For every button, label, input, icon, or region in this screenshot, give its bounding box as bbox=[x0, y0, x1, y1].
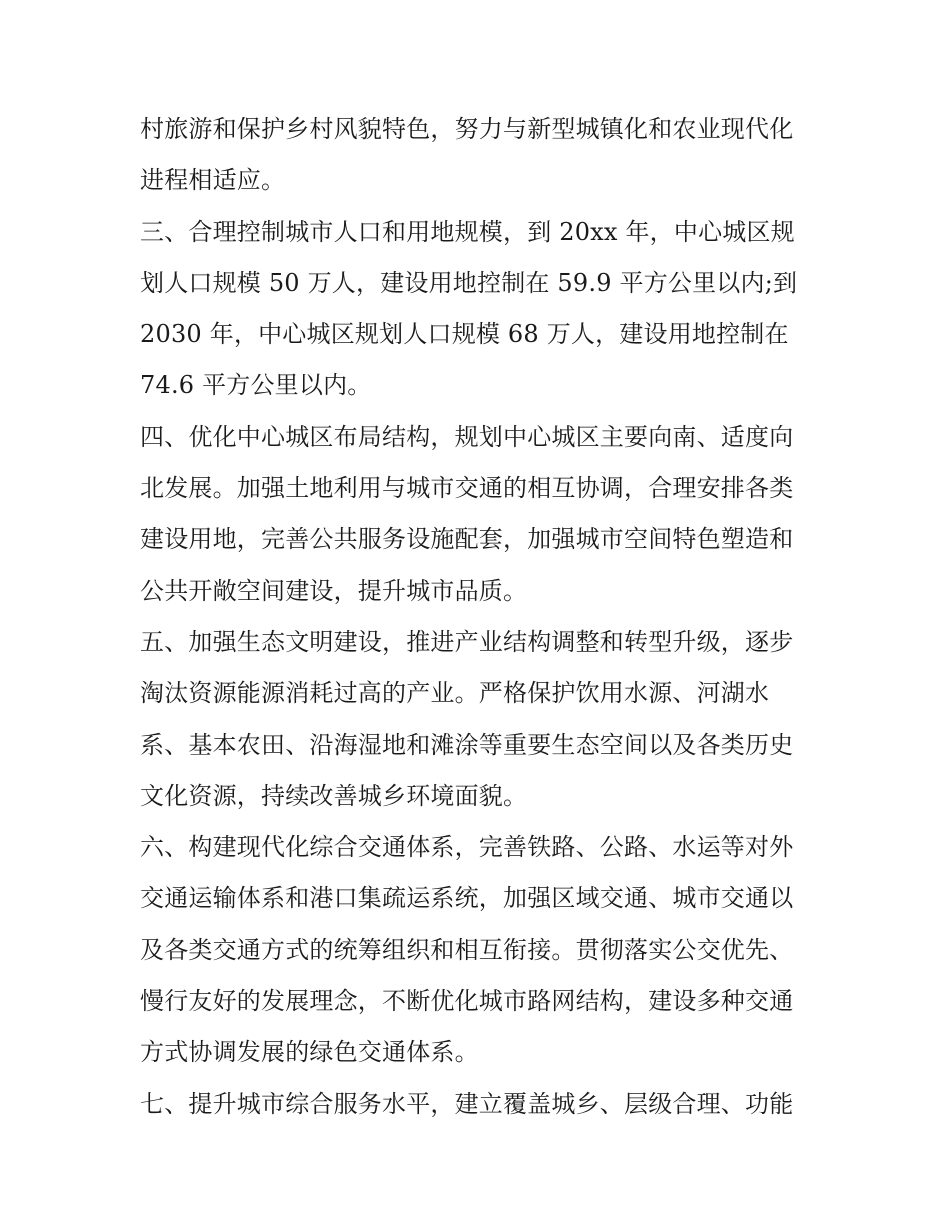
text-line: 建设用地，完善公共服务设施配套，加强城市空间特色塑造和 bbox=[140, 525, 794, 554]
text-line: 六、构建现代化综合交通体系，完善铁路、公路、水运等对外 bbox=[140, 833, 794, 862]
text-line: 交通运输体系和港口集疏运系统，加强区域交通、城市交通以 bbox=[140, 884, 794, 913]
text-line: 三、合理控制城市人口和用地规模，到 20xx 年，中心城区规 bbox=[140, 217, 795, 246]
text-line: 村旅游和保护乡村风貌特色，努力与新型城镇化和农业现代化 bbox=[140, 115, 794, 143]
text-line: 划人口规模 50 万人，建设用地控制在 59.9 平方公里以内;到 bbox=[140, 268, 798, 297]
text-line: 2030 年，中心城区规划人口规模 68 万人，建设用地控制在 bbox=[140, 320, 789, 349]
text-line: 及各类交通方式的统筹组织和相互衔接。贯彻落实公交优先、 bbox=[140, 935, 794, 964]
text-line: 方式协调发展的绿色交通体系。 bbox=[140, 1038, 479, 1067]
text-line: 公共开敞空间建设，提升城市品质。 bbox=[140, 576, 528, 605]
text-line: 慢行友好的发展理念，不断优化城市路网结构，建设多种交通 bbox=[140, 987, 794, 1016]
text-line: 文化资源，持续改善城乡环境面貌。 bbox=[140, 781, 528, 810]
text-line: 进程相适应。 bbox=[140, 166, 286, 195]
text-line: 淘汰资源能源消耗过高的产业。严格保护饮用水源、河湖水 bbox=[140, 679, 770, 708]
text-line: 系、基本农田、沿海湿地和滩涂等重要生态空间以及各类历史 bbox=[140, 730, 794, 759]
text-line: 74.6 平方公里以内。 bbox=[140, 371, 372, 400]
text-line: 北发展。加强土地利用与城市交通的相互协调，合理安排各类 bbox=[140, 474, 794, 503]
text-line: 四、优化中心城区布局结构，规划中心城区主要向南、适度向 bbox=[140, 422, 794, 451]
document-body bbox=[140, 104, 820, 1130]
text-line: 七、提升城市综合服务水平，建立覆盖城乡、层级合理、功能 bbox=[140, 1089, 794, 1118]
text-line: 五、加强生态文明建设，推进产业结构调整和转型升级，逐步 bbox=[140, 627, 794, 656]
